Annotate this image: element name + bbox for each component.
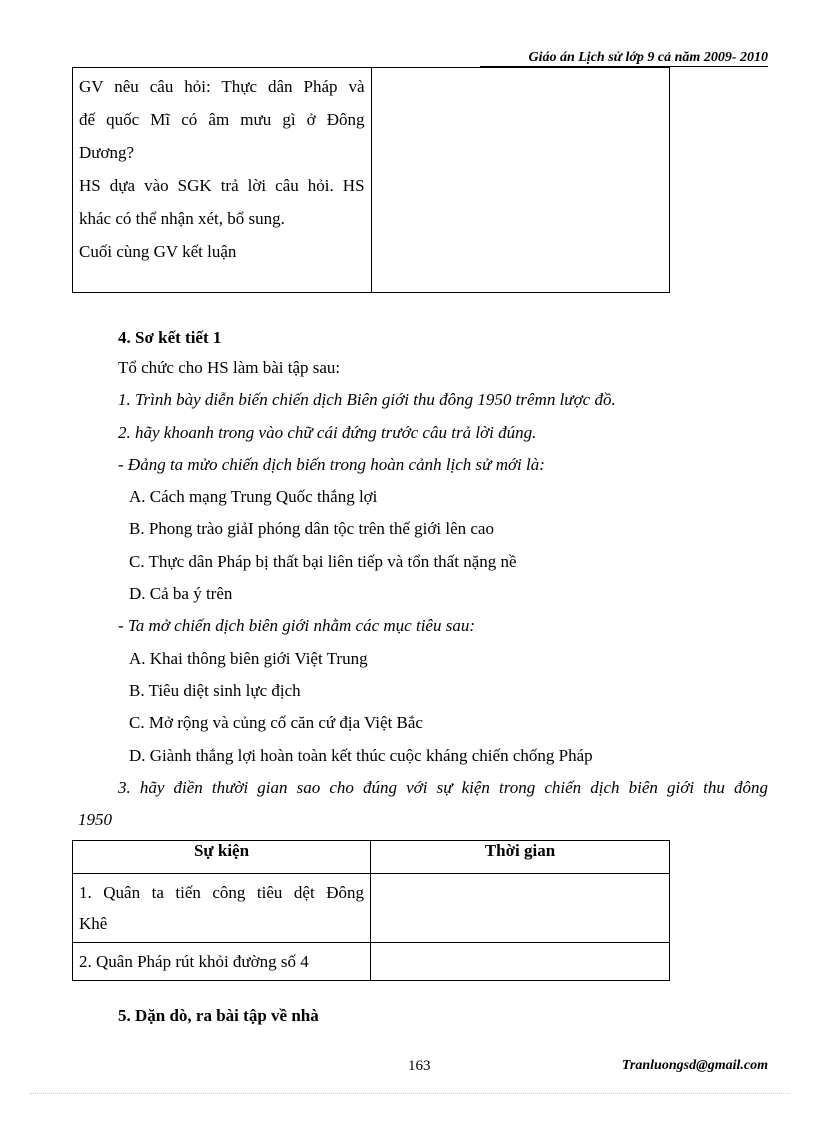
section-4-title: 4. Sơ kết tiết 1 (118, 328, 222, 347)
option-a: A. Cách mạng Trung Quốc thắng lợi (129, 487, 378, 507)
sub-question-2: - Ta mở chiến dịch biên giới nhằm các mục tiêu sau: (118, 616, 475, 636)
section-4-body (118, 352, 616, 772)
option-a: A. Khai thông biên giới Việt Trung (129, 648, 368, 668)
event-text: 2. Quân Pháp rút khỏi đường số 4 (79, 952, 309, 971)
header-time: Thời gian (371, 841, 670, 874)
event-text: 1. Quân ta tiến công tiêu dệt Đông (79, 883, 364, 902)
event-cell (73, 943, 371, 981)
option-b: B. Tiêu diệt sinh lực địch (129, 680, 301, 700)
header-event: Sự kiện (73, 841, 371, 874)
activity-line: Cuối cùng GV kết luận (79, 242, 237, 261)
question-3-line-1 (118, 772, 768, 804)
option-d: D. Giành thắng lợi hoàn toàn kết thúc cuộc kháng chiến chống Pháp (129, 745, 593, 765)
activity-line: HS dựa vào SGK trả lời câu hỏi. HS (79, 176, 365, 195)
option-c: C. Thực dân Pháp bị thất bại liên tiếp và tổn thất nặng nề (129, 551, 517, 571)
table-row (73, 874, 670, 943)
activity-cell (73, 68, 372, 293)
question-2: 2. hãy khoanh trong vào chữ cái đứng trước câu trả lời đúng. (118, 422, 537, 442)
event-cell (73, 874, 371, 943)
event-text: Khê (79, 914, 108, 933)
question-3-text: 3. hãy điền thười gian sao cho đúng với sự kiện trong chiến dịch biên giới thu đông (118, 778, 768, 797)
table-row (73, 943, 670, 981)
activity-line: GV nêu câu hỏi: Thực dân Pháp và (79, 77, 365, 96)
question-1: 1. Trình bày diễn biến chiến dịch Biên giới thu đông 1950 trêmn lược đồ. (118, 390, 616, 410)
sub-question-1: - Đảng ta mửo chiến dịch biến trong hoàn cảnh lịch sử mới là: (118, 454, 545, 474)
activity-line: Dương? (79, 143, 135, 162)
footer-email: Tranluongsd@gmail.com (621, 1058, 768, 1073)
option-c: C. Mở rộng và củng cố căn cứ địa Việt Bắc (129, 713, 423, 733)
page-header: Giáo án Lịch sử lớp 9 cả năm 2009- 2010 (480, 49, 768, 67)
intro-text: Tổ chức cho HS làm bài tập sau: (118, 358, 341, 377)
option-d: D. Cả ba ý trên (129, 584, 233, 604)
activity-line: khác có thể nhận xét, bổ sung. (79, 209, 285, 228)
activity-line: đế quốc Mĩ có âm mưu gì ở Đông (79, 110, 365, 129)
events-table (72, 840, 670, 981)
page-divider (30, 1093, 790, 1094)
option-b: B. Phong trào giảI phóng dân tộc trên thế giới lên cao (129, 519, 494, 539)
content-cell (371, 68, 669, 293)
activity-table (72, 67, 670, 293)
time-cell[interactable] (371, 943, 670, 981)
page-number: 163 (408, 1058, 431, 1074)
section-5-title: 5. Dặn dò, ra bài tập về nhà (118, 1006, 319, 1025)
time-cell[interactable] (371, 874, 670, 943)
question-3-line-2 (78, 804, 112, 836)
question-3-year: 1950 (78, 810, 112, 829)
